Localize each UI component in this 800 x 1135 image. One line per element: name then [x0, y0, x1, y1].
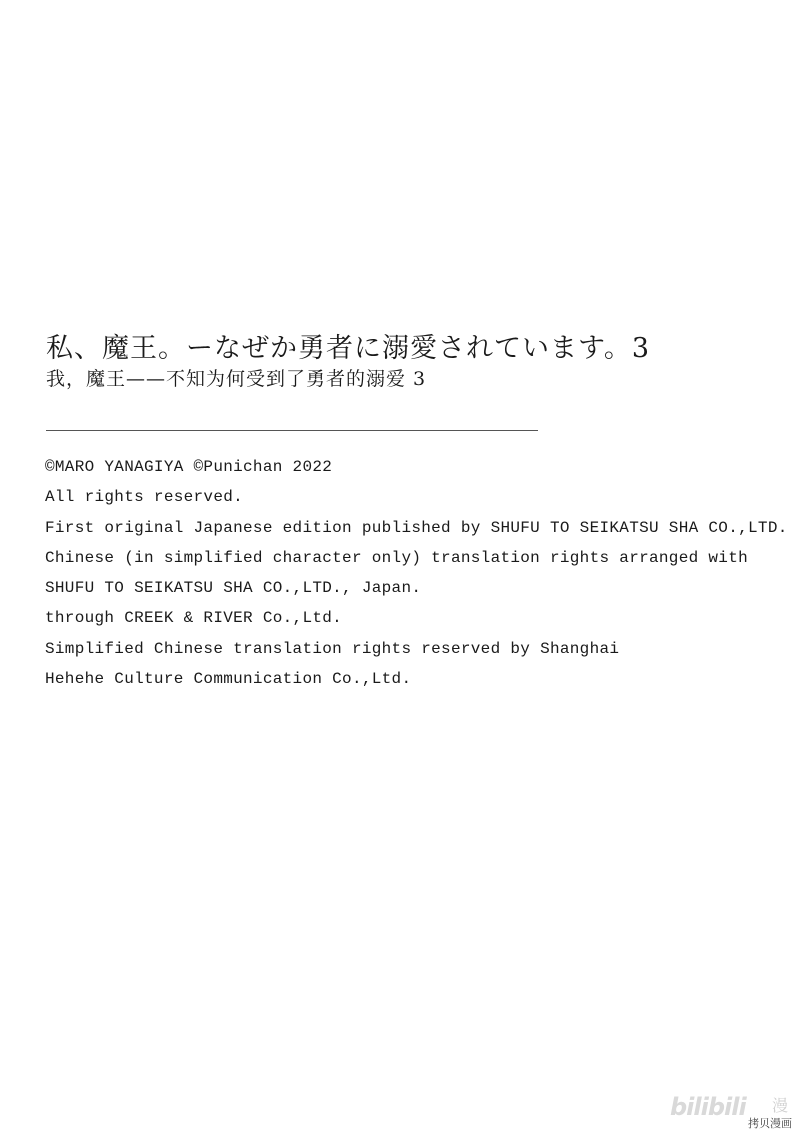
credit-line-reserved-by: Simplified Chinese translation rights reserved by Shanghai — [45, 639, 620, 658]
japanese-title: 私、魔王。ーなぜか勇者に溺愛されています。3 — [46, 333, 651, 364]
credit-line-rights: All rights reserved. — [45, 488, 244, 507]
watermark-logo: bilibili — [670, 1093, 746, 1121]
divider-line — [46, 430, 538, 431]
credit-line-first-edition: First original Japanese edition published by SHUFU TO SEIKATSU SHA CO.,LTD. — [45, 518, 788, 537]
watermark-kanji: 漫 — [771, 1096, 788, 1115]
chinese-title: 我，魔王——不知为何受到了勇者的溺爱 3 — [46, 368, 427, 390]
credit-line-translation-rights: Chinese (in simplified character only) translation rights arranged with — [45, 548, 749, 567]
credit-line-agency: through CREEK & RIVER Co.,Ltd. — [45, 609, 343, 628]
watermark-subtitle: 拷贝漫画 — [748, 1117, 792, 1130]
credit-line-publisher: SHUFU TO SEIKATSU SHA CO.,LTD., Japan. — [45, 579, 422, 598]
credits-list — [45, 452, 800, 694]
credit-line-company: Hehehe Culture Communication Co.,Ltd. — [45, 670, 412, 689]
credit-line-copyright: ©MARO YANAGIYA ©Punichan 2022 — [45, 458, 333, 476]
watermark — [670, 1091, 792, 1131]
